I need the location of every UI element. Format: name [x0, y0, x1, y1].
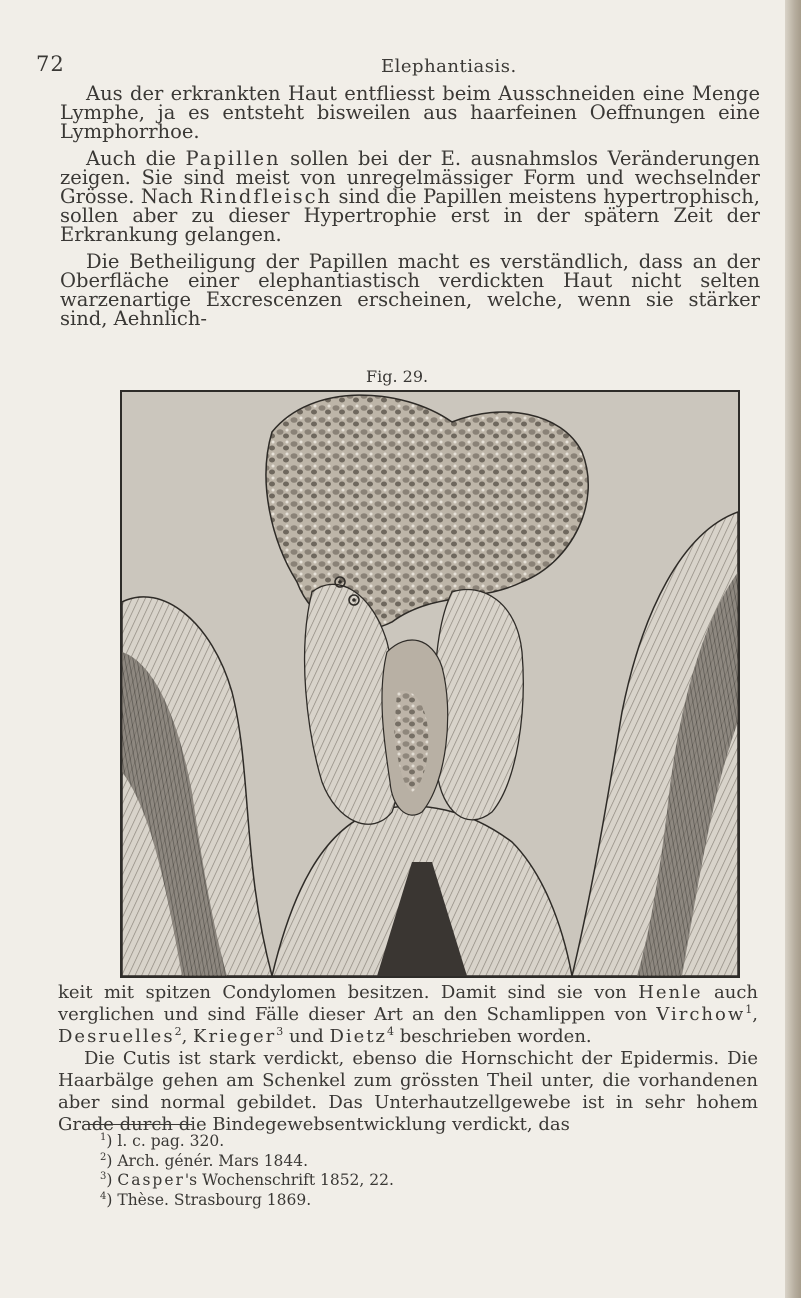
book-spine-edge [785, 0, 801, 1298]
anatomical-engraving [122, 392, 738, 976]
paragraph-lymphorrhoe: Aus der erkrankten Haut entfliesst beim Ausschneiden eine Menge Lymphe, ja es entsteht bisweilen aus haarfeinen Oeffnungen eine Lymphorrhoe. [60, 82, 760, 143]
footnote-mark: 3 [100, 1171, 107, 1183]
footnote-mark: 2 [100, 1151, 107, 1163]
footnote [100, 1169, 394, 1189]
figure-illustration [120, 390, 740, 978]
footnote-text: l. c. pag. 320. [112, 1132, 225, 1151]
footnote-author: Casper [117, 1171, 185, 1190]
footnote-text: Thèse. Strasbourg 1869. [112, 1191, 312, 1210]
author-name: Desruelles [58, 1026, 175, 1047]
page-header [36, 52, 736, 82]
text-run: und [283, 1026, 330, 1047]
author-name: Rindfleisch [199, 185, 333, 208]
paragraph-papillen [60, 149, 760, 244]
text-run: , [752, 1004, 758, 1025]
paragraph-cutis: Die Cutis ist stark verdickt, ebenso die Hornschicht der Epidermis. Die Haarbälge gehen am Schenkel zum grössten Theil unter, die vorhandenen aber sind normal gebildet. Das Unterhautzellgewebe ist in sehr hohem Grade durch die Bindegewebsentwicklung verdickt, das [58, 1048, 758, 1135]
footnote-mark: 4 [100, 1190, 107, 1202]
text-run: auch verglichen und sind Fälle dieser Art an den Schamlippen von [58, 982, 758, 1025]
author-name: Henle [638, 982, 703, 1003]
footnote [100, 1150, 394, 1170]
paragraph-condylomen [58, 982, 758, 1048]
author-name: Krieger [193, 1026, 277, 1047]
footnote-ref: 1 [745, 1003, 753, 1016]
text-run: sollen bei der E. ausnahmslos Veränderungen zeigen. Sie sind meist von unregelmässiger Form und wechselnder Grösse. Nach [60, 147, 760, 208]
footnote-mark: 1 [100, 1132, 107, 1143]
footnote-text: 's Wochenschrift 1852, 22. [184, 1171, 394, 1190]
footnote-text: Arch. génér. Mars 1844. [112, 1151, 309, 1170]
footnote-ref: 3 [276, 1025, 284, 1038]
footnote-paren: ) [106, 1151, 113, 1170]
text-run: Auch die [86, 147, 186, 170]
footnote-paren: ) [106, 1132, 113, 1151]
paragraph-betheiligung: Die Betheiligung der Papillen macht es verständlich, dass an der Oberfläche einer elephantiastisch verdickten Haut nicht selten warzenartige Excrescenzen erscheinen, welche, wenn sie stärker sind, Aehnlich- [60, 250, 760, 330]
running-title: Elephantiasis. [381, 56, 517, 77]
footnote-ref: 4 [387, 1025, 394, 1038]
footnote-ref: 2 [174, 1025, 182, 1038]
text-run: keit mit spitzen Condylomen besitzen. Damit sind sie von [58, 982, 639, 1003]
footnote-divider [84, 1124, 192, 1125]
footnotes [100, 1130, 394, 1209]
footnote [100, 1130, 394, 1150]
text-run: beschrieben worden. [394, 1026, 592, 1047]
footnote-paren: ) [106, 1171, 118, 1190]
lower-text-block [58, 982, 758, 1136]
text-run: , [181, 1026, 194, 1047]
figure-caption: Fig. 29. [366, 367, 429, 386]
emphasized-term: Papillen [185, 147, 281, 170]
author-name: Dietz [329, 1026, 387, 1047]
footnote-paren: ) [106, 1191, 113, 1210]
upper-text-block [60, 84, 760, 336]
text-run: sind die Papillen meistens hypertrophisch, sollen aber zu dieser Hypertrophie erst in der spätern Zeit der Erkrankung gelangen. [60, 185, 760, 246]
footnote [100, 1189, 394, 1209]
author-name: Virchow [656, 1004, 746, 1025]
page-number: 72 [36, 52, 65, 76]
